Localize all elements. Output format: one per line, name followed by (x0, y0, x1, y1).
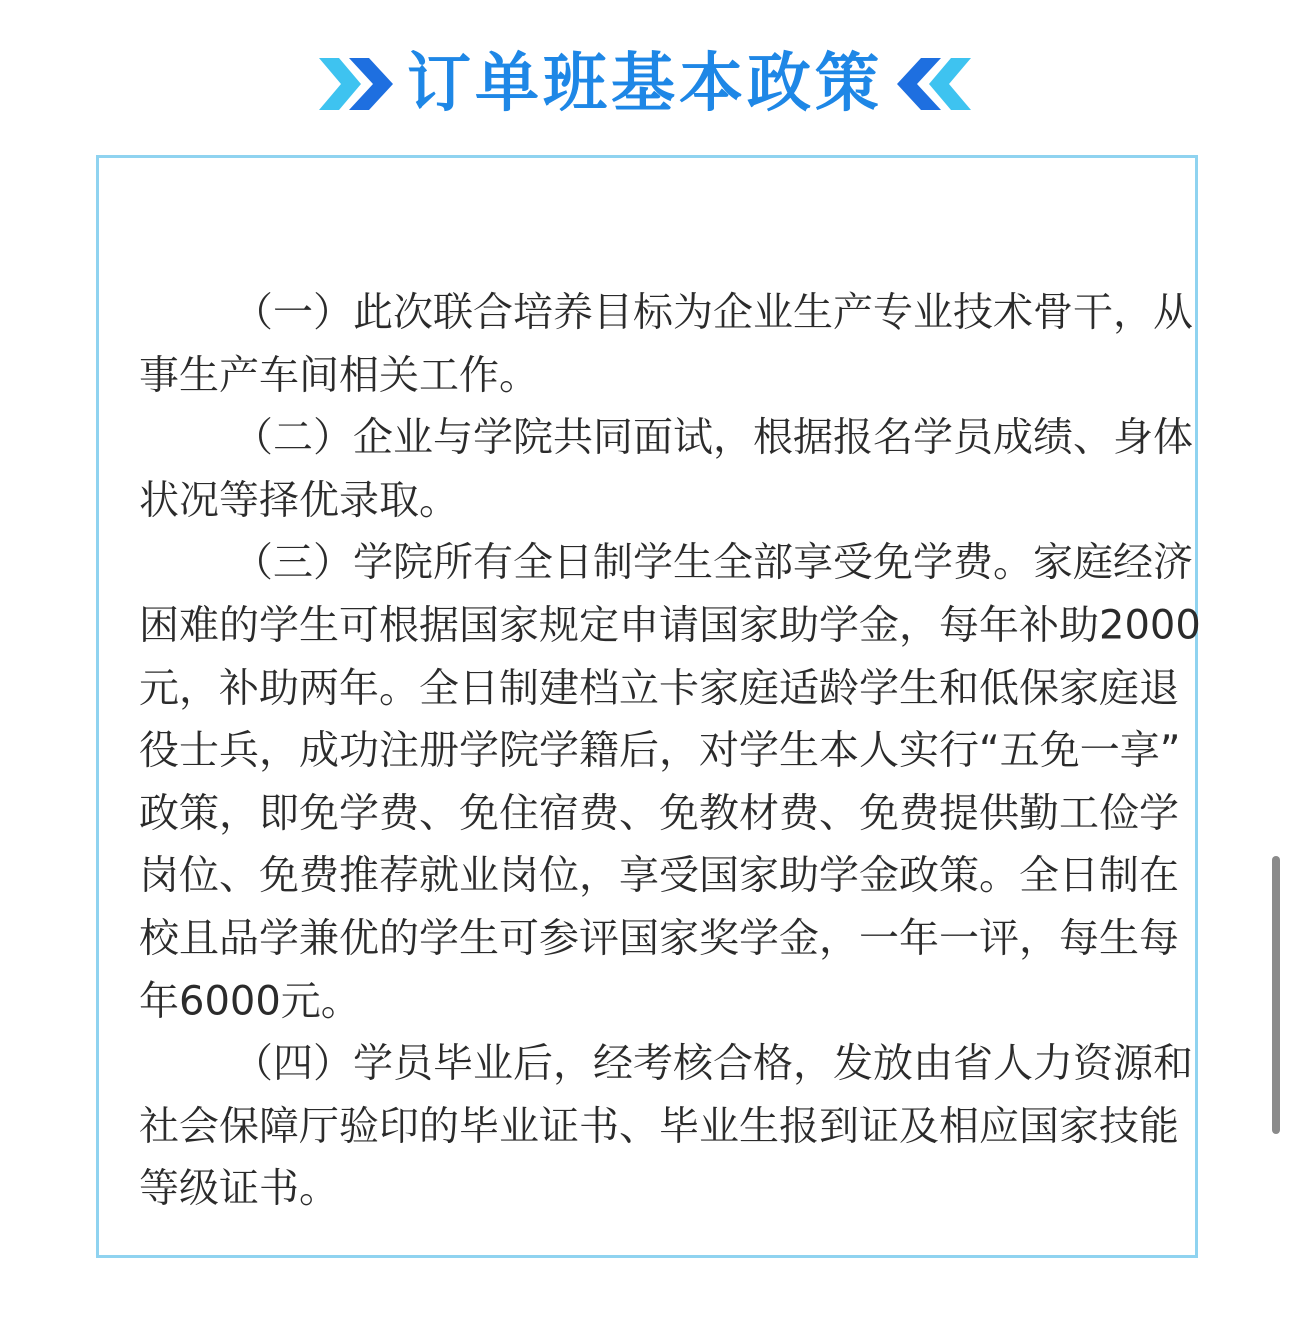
policy-text (139, 281, 1201, 1220)
paragraph-1-line-1: （一）此次联合培养目标为企业生产专业技术骨干，从 (233, 289, 1193, 336)
paragraph-1-line-2: 事生产车间相关工作。 (139, 351, 539, 398)
double-chevron-left-icon (893, 52, 973, 116)
paragraph-4-line-2: 社会保障厅验印的毕业证书、毕业生报到证及相应国家技能 (139, 1103, 1179, 1150)
paragraph-3-line-3: 元，补助两年。全日制建档立卡家庭适龄学生和低保家庭退 (139, 664, 1179, 711)
page-title: 订单班基本政策 (407, 47, 883, 121)
paragraph-3-line-1: （三）学院所有全日制学生全部享受免学费。家庭经济 (233, 539, 1193, 586)
vertical-scrollbar[interactable] (1272, 856, 1280, 1134)
paragraph-3-line-5: 政策，即免学费、免住宿费、免教材费、免费提供勤工俭学 (139, 790, 1179, 837)
paragraph-4-line-1: （四）学员毕业后，经考核合格，发放由省人力资源和 (233, 1040, 1193, 1087)
paragraph-3-line-7: 校且品学兼优的学生可参评国家奖学金，一年一评，每生每 (139, 915, 1179, 962)
paragraph-2-line-2: 状况等择优录取。 (139, 477, 459, 524)
paragraph-4-line-3: 等级证书。 (139, 1165, 339, 1212)
page-header (0, 44, 1290, 124)
double-chevron-right-icon (317, 52, 397, 116)
paragraph-3-line-4: 役士兵，成功注册学院学籍后，对学生本人实行“五免一享” (139, 727, 1181, 774)
paragraph-3-line-2: 困难的学生可根据国家规定申请国家助学金，每年补助2000 (139, 602, 1201, 649)
policy-content-box (96, 155, 1201, 1258)
paragraph-2-line-1: （二）企业与学院共同面试，根据报名学员成绩、身体 (233, 414, 1193, 461)
paragraph-3-line-6: 岗位、免费推荐就业岗位，享受国家助学金政策。全日制在 (139, 852, 1179, 899)
paragraph-3-line-8: 年6000元。 (139, 977, 361, 1024)
